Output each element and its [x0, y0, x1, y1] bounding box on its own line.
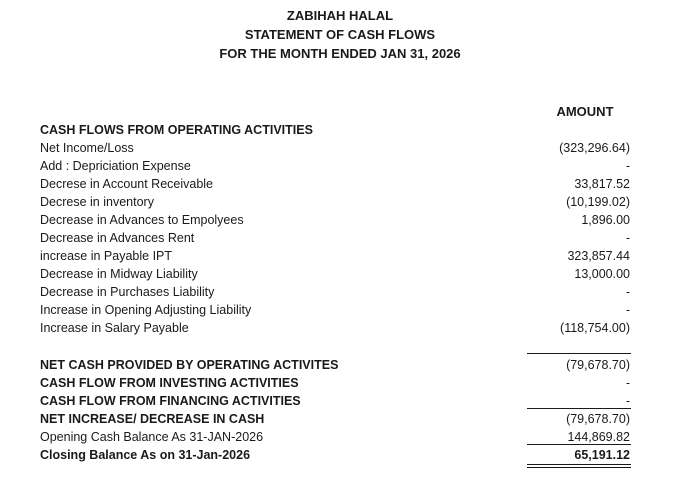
operating-section-title: [40, 121, 630, 139]
financing-value: -: [625, 394, 630, 408]
line-item-label: Increase in Salary Payable: [40, 321, 189, 335]
line-item: [40, 175, 630, 193]
line-item: [40, 139, 630, 157]
line-item: [40, 265, 630, 283]
net-change-row: [40, 410, 630, 428]
period-line: FOR THE MONTH ENDED JAN 31, 2026: [219, 46, 461, 61]
line-item-value: -: [625, 285, 630, 299]
line-item-value: (10,199.02): [566, 195, 630, 209]
line-item: [40, 283, 630, 301]
line-item: [40, 301, 630, 319]
net-change-rule: [527, 408, 631, 409]
line-item-label: Decrease in Midway Liability: [40, 267, 198, 281]
amount-column-header: AMOUNT: [556, 104, 614, 119]
line-item-label: Decrease in Advances Rent: [40, 231, 195, 245]
line-item-label: Decrease in Advances to Empolyees: [40, 213, 244, 227]
section-title-label: CASH FLOWS FROM OPERATING ACTIVITIES: [40, 123, 313, 137]
subtotal-rule: [527, 353, 631, 354]
investing-label: CASH FLOW FROM INVESTING ACTIVITIES: [40, 376, 299, 390]
line-item-value: -: [625, 159, 630, 173]
line-item-label: Net Income/Loss: [40, 141, 134, 155]
line-item: [40, 157, 630, 175]
net-change-value: (79,678.70): [566, 412, 630, 426]
line-item-label: Add : Depriciation Expense: [40, 159, 191, 173]
closing-balance-value: 65,191.12: [574, 448, 630, 462]
closing-top-rule: [527, 444, 631, 445]
net-change-label: NET INCREASE/ DECREASE IN CASH: [40, 412, 265, 426]
line-item-value: -: [625, 231, 630, 245]
opening-balance-label: Opening Cash Balance As 31-JAN-2026: [40, 430, 264, 444]
line-item-value: 13,000.00: [574, 267, 630, 281]
financing-label: CASH FLOW FROM FINANCING ACTIVITIES: [40, 394, 301, 408]
net-operating-row: [40, 356, 630, 374]
closing-balance-row: [40, 446, 630, 464]
line-item: [40, 247, 630, 265]
line-item-label: Decrease in Purchases Liability: [40, 285, 215, 299]
line-item-value: 323,857.44: [567, 249, 630, 263]
line-item-label: Decrese in inventory: [40, 195, 154, 209]
line-item-value: (323,296.64): [559, 141, 630, 155]
line-item-value: 33,817.52: [574, 177, 630, 191]
net-operating-label: NET CASH PROVIDED BY OPERATING ACTIVITES: [40, 358, 339, 372]
company-name: ZABIHAH HALAL: [286, 8, 394, 23]
investing-value: -: [625, 376, 630, 390]
closing-double-rule-1: [527, 464, 631, 465]
opening-balance-value: 144,869.82: [567, 430, 630, 444]
net-operating-value: (79,678.70): [566, 358, 630, 372]
line-item: [40, 229, 630, 247]
statement-title: STATEMENT OF CASH FLOWS: [244, 27, 436, 42]
line-item-label: increase in Payable IPT: [40, 249, 173, 263]
line-item: [40, 319, 630, 337]
line-item: [40, 211, 630, 229]
line-item-label: Decrese in Account Receivable: [40, 177, 214, 191]
line-item: [40, 193, 630, 211]
investing-row: [40, 374, 630, 392]
line-item-value: (118,754.00): [560, 321, 630, 335]
line-item-value: -: [625, 303, 630, 317]
line-item-label: Increase in Opening Adjusting Liability: [40, 303, 252, 317]
line-item-value: 1,896.00: [581, 213, 630, 227]
closing-double-rule-2: [527, 467, 631, 468]
closing-balance-label: Closing Balance As on 31-Jan-2026: [40, 448, 251, 462]
